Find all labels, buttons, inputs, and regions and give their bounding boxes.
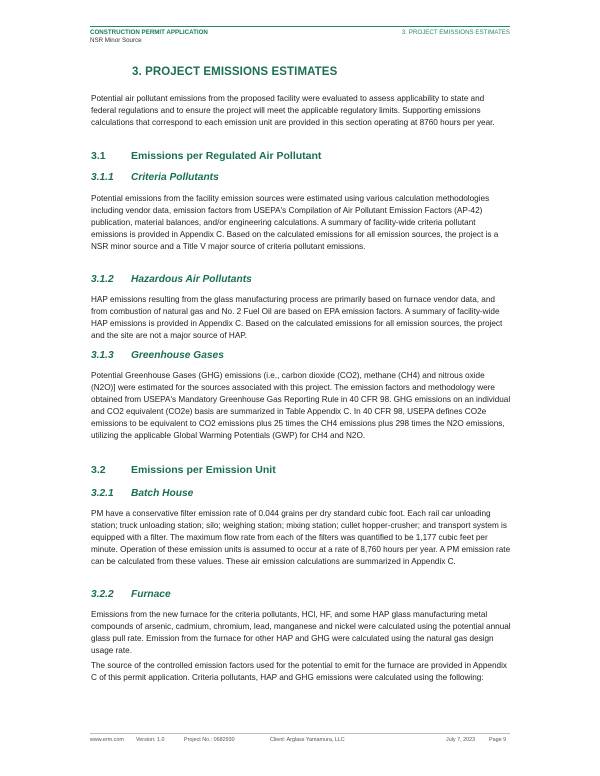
heading-3-1-1 (91, 172, 219, 183)
heading-text: Furnace (131, 589, 171, 600)
intro-paragraph: Potential air pollutant emissions from the proposed facility were evaluated to assess applicability to state and federal regulations and to ensure the project will meet the applicable regulatory limits. Supporting emissions calculations that correspond to each emission unit are provided in this section operating at 8760 hours per year. (91, 94, 495, 128)
heading-text: Emissions per Regulated Air Pollutant (131, 150, 322, 162)
furnace-paragraph-2: The source of the controlled emission factors used for the potential to emit for the furnace are provided in Appendix C of this permit application. Criteria pollutants, HAP and GHG emissions were calculated using the following: (91, 661, 507, 683)
heading-number: 3.1 (91, 150, 106, 162)
heading-text: Criteria Pollutants (131, 172, 219, 183)
header-section: 3. PROJECT EMISSIONS ESTIMATES (401, 29, 510, 36)
hap-paragraph: HAP emissions resulting from the glass manufacturing process are primarily based on furnace vendor data, and from combustion of natural gas and No. 2 Fuel Oil are based on EPA emission factors. A summary of facility-wide HAP emissions is provided in Appendix C. Based on the calculated emissions for all emission sources, the project and the site are not a major source of HAP. (91, 295, 503, 341)
batch-house-paragraph: PM have a conservative filter emission rate of 0.044 grains per dry standard cubic foot. Each rail car unloading station; truck unloading station; silo; weighing station; mixing station; cullet hopper-crusher; and transport system is equipped with a filter. The maximum flow rate from each of the filters was quantified to be 1,177 cubic feet per minute. Operation of these emission units is assumed to occur at a rate of 8,760 hours per year. A PM emission rate can be calculated from these values. These air emission calculations are summarized in Appendix C. (91, 509, 511, 567)
header-doc-title: CONSTRUCTION PERMIT APPLICATION (90, 29, 208, 36)
heading-number: 3.1.1 (91, 172, 114, 183)
heading-text: Batch House (131, 488, 194, 499)
heading-3-2-2 (91, 589, 171, 600)
footer-client: Client: Arglass Yamamura, LLC (270, 737, 345, 743)
footer-version: Version: 1.0 (136, 737, 165, 743)
footer-website: www.erm.com (90, 737, 124, 743)
heading-number: 3.1.2 (91, 274, 114, 285)
heading-3-2-1 (91, 488, 193, 499)
criteria-paragraph: Potential emissions from the facility emission sources were estimated using various calculation methodologies including vendor data, emission factors from USEPA's Compilation of Air Pollutant Emission Factors (AP-42) publication, material balances, and/or engineering calculations. A summary of facility-wide criteria pollutant emissions is provided in Appendix C. Based on the calculated emissions for all emission sources, the project is a NSR minor source and a Title V major source of criteria pollutant emissions. (91, 194, 499, 252)
footer-project: Project No.: 0682930 (184, 737, 235, 743)
heading-3-1 (91, 150, 321, 162)
heading-number: 3.2.2 (91, 589, 114, 600)
heading-3-1-3 (91, 350, 224, 361)
header-doc-subtitle: NSR Minor Source (90, 37, 142, 44)
page-footer (90, 733, 510, 747)
heading-number: 3.2 (91, 464, 106, 476)
heading-number: 3.2.1 (91, 488, 114, 499)
heading-number: 3.1.3 (91, 350, 114, 361)
heading-text: Hazardous Air Pollutants (131, 274, 252, 285)
footer-date: July 7, 2023 (446, 737, 476, 743)
page-header (90, 26, 510, 51)
furnace-paragraph-1: Emissions from the new furnace for the criteria pollutants, HCl, HF, and some HAP glass manufacturing metal compounds of arsenic, cadmium, chromium, lead, manganese and nickel were calculated using the potential annual glass pull rate. Emission from the furnace for other HAP and GHG were calculated using the natural gas design usage rate. (91, 610, 511, 656)
heading-3-1-2 (91, 274, 252, 285)
heading-text: Emissions per Emission Unit (131, 464, 276, 476)
heading-text: Greenhouse Gases (131, 350, 224, 361)
footer-page: Page 9 (489, 737, 507, 743)
ghg-paragraph: Potential Greenhouse Gases (GHG) emissions (i.e., carbon dioxide (CO2), methane (CH4) and nitrous oxide (N2O)] were estimated for the sources associated with this project. The emission factors and methodology were obtained from USEPA's Mandatory Greenhouse Gas Reporting Rule in 40 CFR 98. GHG emissions on an individual and CO2 equivalent (CO2e) basis are summarized in Table Appendix C. In 40 CFR 98, USEPA defines CO2e emissions to be equivalent to CO2 emissions plus 25 times the CH4 emissions plus 298 times the N2O emissions, utilizing the applicable Global Warming Potentials (GWP) for CH4 and N2O. (91, 371, 511, 441)
heading-3-2 (91, 464, 276, 476)
page-title: 3. PROJECT EMISSIONS ESTIMATES (132, 66, 338, 78)
